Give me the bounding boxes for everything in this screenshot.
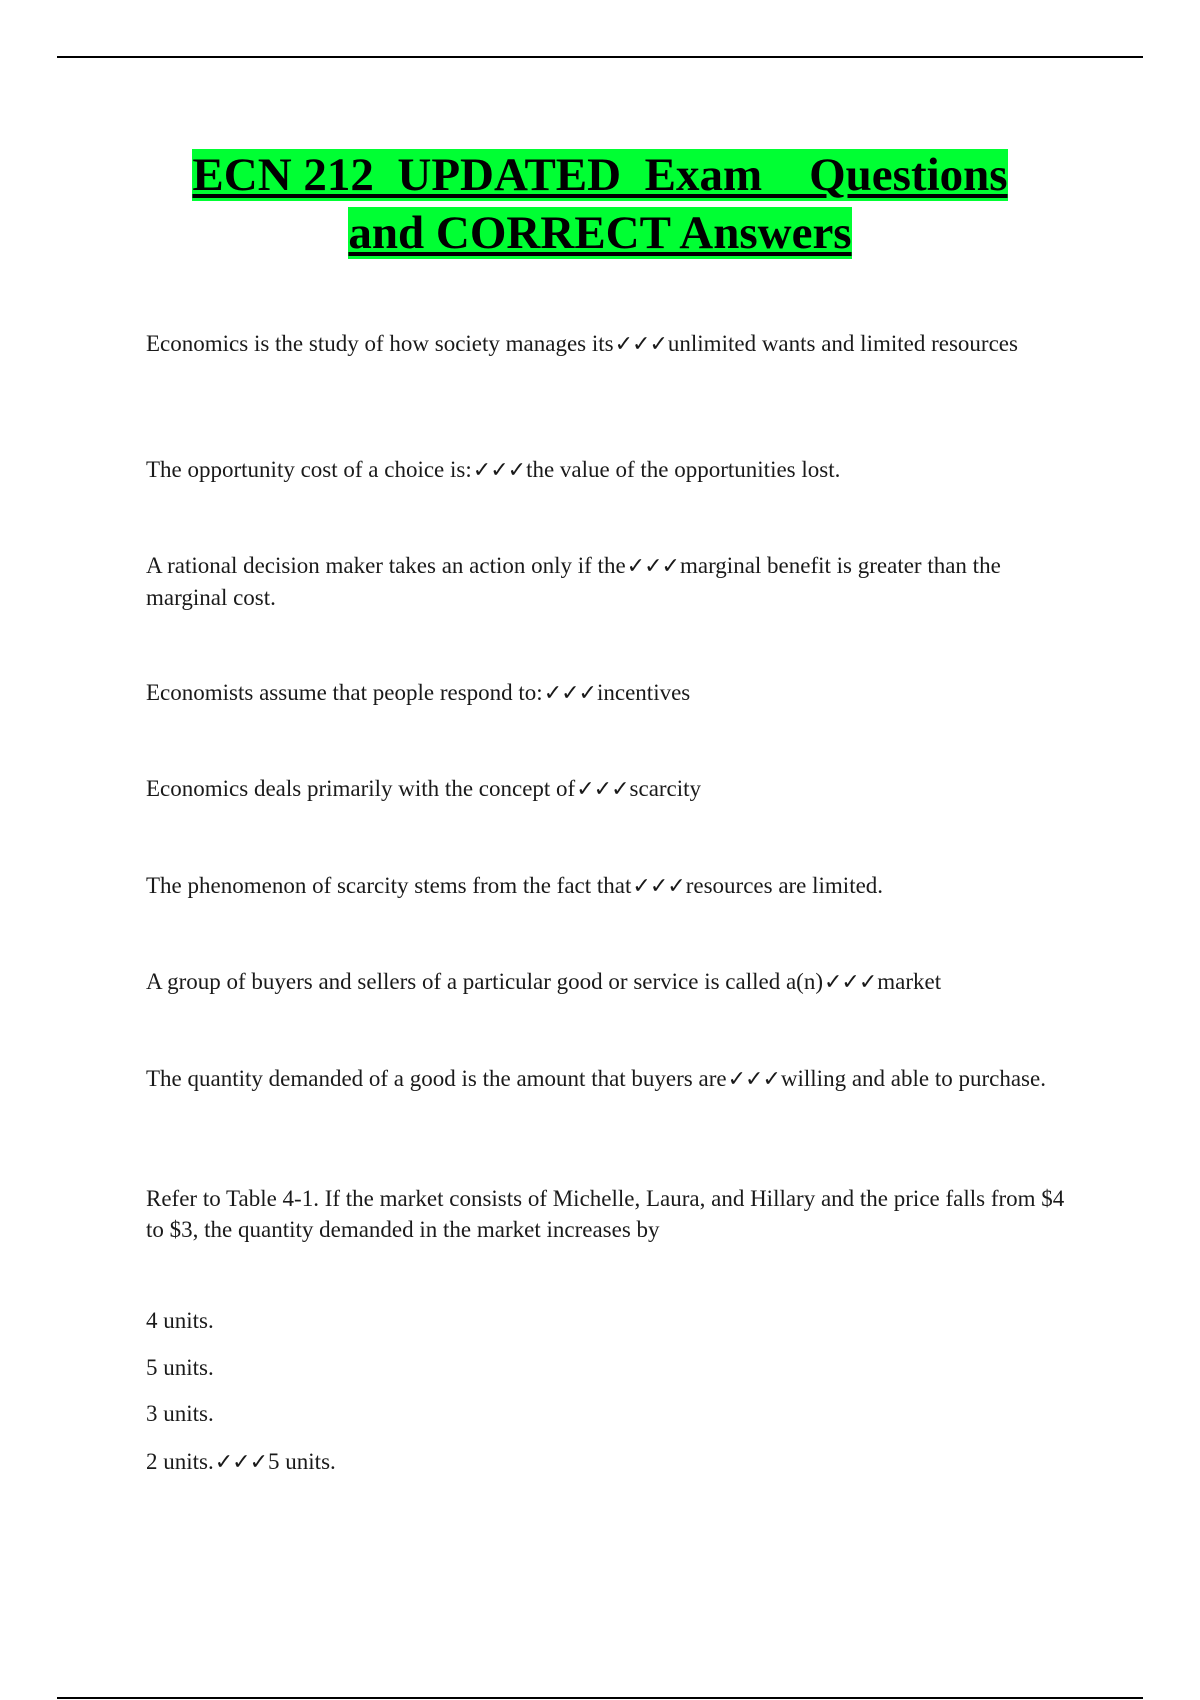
qa-item-7: [146, 966, 1066, 998]
question-text: Economics is the study of how society manages its: [146, 331, 614, 356]
answer-text: resources are limited.: [685, 873, 884, 898]
check-marks-icon: ✓✓✓: [543, 681, 596, 706]
answer-text: willing and able to purchase.: [780, 1066, 1046, 1091]
qa-item-6: [146, 870, 1066, 902]
question-text: Economics deals primarily with the concept of: [146, 776, 576, 801]
check-marks-icon: ✓✓✓: [614, 332, 667, 357]
qa-item-4: [146, 677, 1066, 709]
question-text: The quantity demanded of a good is the amount that buyers are: [146, 1066, 727, 1091]
check-marks-icon: ✓✓✓: [214, 1450, 268, 1475]
answer-text: market: [877, 969, 942, 994]
document-title: [100, 146, 1100, 262]
check-marks-icon: ✓✓✓: [472, 458, 526, 483]
qa-item-3: [146, 550, 1066, 613]
question-text: Economists assume that people respond to:: [146, 680, 543, 705]
answer-text: unlimited wants and limited resources: [667, 331, 1018, 356]
answer-text: scarcity: [629, 776, 702, 801]
option-4: [146, 1446, 336, 1478]
question-text: The phenomenon of scarcity stems from the fact that: [146, 873, 632, 898]
option-3: 3 units.: [146, 1401, 214, 1426]
correct-answer-text: 5 units.: [268, 1449, 336, 1474]
check-marks-icon: ✓✓✓: [626, 554, 679, 579]
top-rule: [57, 56, 1143, 58]
answer-text: marginal benefit is greater than the marginal cost.: [146, 553, 1001, 610]
option-1: 4 units.: [146, 1308, 214, 1333]
question-text: A group of buyers and sellers of a particular good or service is called a(n): [146, 969, 823, 994]
qa-item-5: [146, 773, 1066, 805]
check-marks-icon: ✓✓✓: [823, 970, 877, 995]
question-text: A rational decision maker takes an action only if the: [146, 553, 626, 578]
qa-item-1: [146, 328, 1066, 360]
check-marks-icon: ✓✓✓: [632, 874, 685, 899]
question-text: The opportunity cost of a choice is:: [146, 457, 472, 482]
bottom-rule: [57, 1697, 1143, 1699]
option-2: 5 units.: [146, 1355, 214, 1380]
option-4-text: 2 units.: [146, 1449, 214, 1474]
qa-item-8: [146, 1063, 1066, 1095]
check-marks-icon: ✓✓✓: [576, 777, 629, 802]
title-line-1: ECN 212 UPDATED Exam Questions: [192, 149, 1008, 201]
qa-item-2: [146, 454, 1066, 486]
qa-item-9-question: Refer to Table 4-1. If the market consists of Michelle, Laura, and Hillary and the price falls from $4 to $3, the quantity demanded in the market increases by: [146, 1186, 1065, 1242]
answer-text: incentives: [597, 680, 691, 705]
title-line-2: and CORRECT Answers: [348, 207, 852, 259]
check-marks-icon: ✓✓✓: [727, 1067, 780, 1092]
answer-text: the value of the opportunities lost.: [526, 457, 841, 482]
